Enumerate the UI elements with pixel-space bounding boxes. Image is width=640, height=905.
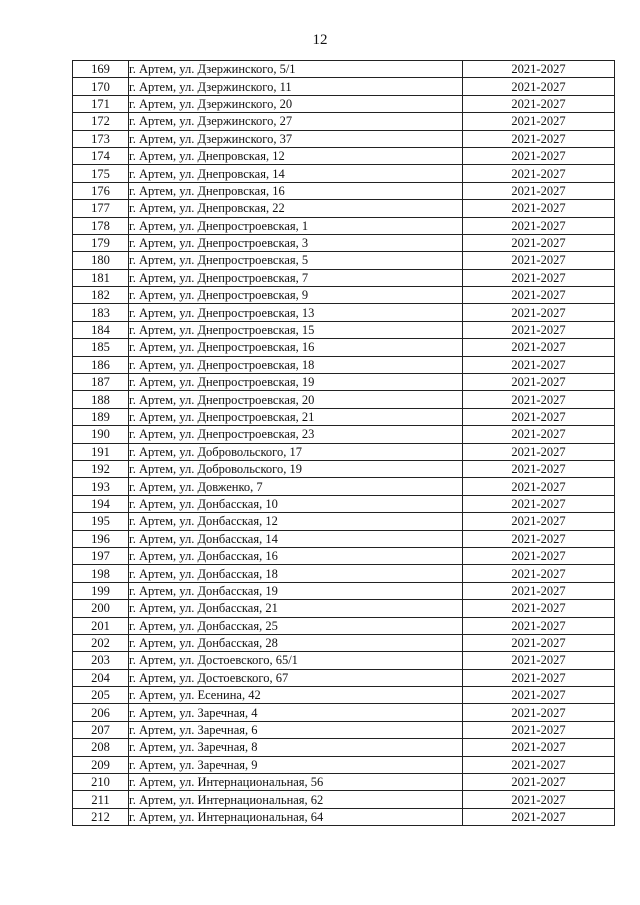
table-row (73, 774, 615, 791)
address-cell: г. Артем, ул. Дзержинского, 20 (129, 95, 463, 112)
period-cell: 2021-2027 (463, 791, 615, 808)
row-number-cell: 182 (73, 287, 129, 304)
period-cell: 2021-2027 (463, 269, 615, 286)
period-cell: 2021-2027 (463, 652, 615, 669)
address-cell: г. Артем, ул. Днепростроевская, 23 (129, 426, 463, 443)
address-cell: г. Артем, ул. Донбасская, 21 (129, 600, 463, 617)
table-row (73, 460, 615, 477)
table-row (73, 652, 615, 669)
row-number-cell: 204 (73, 669, 129, 686)
period-cell: 2021-2027 (463, 513, 615, 530)
row-number-cell: 181 (73, 269, 129, 286)
table-row (73, 113, 615, 130)
address-cell: г. Артем, ул. Днепростроевская, 20 (129, 391, 463, 408)
period-cell: 2021-2027 (463, 808, 615, 825)
table-row (73, 495, 615, 512)
address-cell: г. Артем, ул. Днепровская, 16 (129, 182, 463, 199)
table-row (73, 95, 615, 112)
address-cell: г. Артем, ул. Дзержинского, 11 (129, 78, 463, 95)
address-cell: г. Артем, ул. Заречная, 8 (129, 739, 463, 756)
address-cell: г. Артем, ул. Дзержинского, 37 (129, 130, 463, 147)
table-row (73, 791, 615, 808)
period-cell: 2021-2027 (463, 287, 615, 304)
table-row (73, 704, 615, 721)
table-row (73, 530, 615, 547)
row-number-cell: 183 (73, 304, 129, 321)
address-cell: г. Артем, ул. Днепровская, 14 (129, 165, 463, 182)
address-cell: г. Артем, ул. Добровольского, 19 (129, 460, 463, 477)
table-row (73, 182, 615, 199)
period-cell: 2021-2027 (463, 565, 615, 582)
table-row (73, 234, 615, 251)
row-number-cell: 195 (73, 513, 129, 530)
address-cell: г. Артем, ул. Донбасская, 28 (129, 634, 463, 651)
row-number-cell: 192 (73, 460, 129, 477)
period-cell: 2021-2027 (463, 304, 615, 321)
row-number-cell: 185 (73, 339, 129, 356)
table-row (73, 217, 615, 234)
row-number-cell: 196 (73, 530, 129, 547)
address-cell: г. Артем, ул. Донбасская, 16 (129, 547, 463, 564)
address-cell: г. Артем, ул. Донбасская, 25 (129, 617, 463, 634)
row-number-cell: 188 (73, 391, 129, 408)
row-number-cell: 171 (73, 95, 129, 112)
address-cell: г. Артем, ул. Донбасская, 19 (129, 582, 463, 599)
table-row (73, 617, 615, 634)
address-cell: г. Артем, ул. Днепростроевская, 19 (129, 374, 463, 391)
row-number-cell: 180 (73, 252, 129, 269)
table-row (73, 582, 615, 599)
table-row (73, 600, 615, 617)
table-row (73, 478, 615, 495)
period-cell: 2021-2027 (463, 443, 615, 460)
row-number-cell: 172 (73, 113, 129, 130)
period-cell: 2021-2027 (463, 687, 615, 704)
table-row (73, 130, 615, 147)
address-cell: г. Артем, ул. Днепростроевская, 15 (129, 321, 463, 338)
address-cell: г. Артем, ул. Интернациональная, 64 (129, 808, 463, 825)
period-cell: 2021-2027 (463, 408, 615, 425)
row-number-cell: 208 (73, 739, 129, 756)
row-number-cell: 178 (73, 217, 129, 234)
period-cell: 2021-2027 (463, 756, 615, 773)
housing-register-table (72, 60, 615, 826)
table-row (73, 78, 615, 95)
table-row (73, 374, 615, 391)
table-row (73, 252, 615, 269)
period-cell: 2021-2027 (463, 704, 615, 721)
period-cell: 2021-2027 (463, 426, 615, 443)
row-number-cell: 209 (73, 756, 129, 773)
address-cell: г. Артем, ул. Дзержинского, 27 (129, 113, 463, 130)
address-cell: г. Артем, ул. Заречная, 6 (129, 721, 463, 738)
period-cell: 2021-2027 (463, 460, 615, 477)
row-number-cell: 179 (73, 234, 129, 251)
row-number-cell: 197 (73, 547, 129, 564)
period-cell: 2021-2027 (463, 182, 615, 199)
period-cell: 2021-2027 (463, 217, 615, 234)
table-row (73, 721, 615, 738)
period-cell: 2021-2027 (463, 391, 615, 408)
row-number-cell: 169 (73, 61, 129, 78)
address-cell: г. Артем, ул. Заречная, 9 (129, 756, 463, 773)
period-cell: 2021-2027 (463, 478, 615, 495)
table-row (73, 200, 615, 217)
address-cell: г. Артем, ул. Днепростроевская, 1 (129, 217, 463, 234)
address-cell: г. Артем, ул. Интернациональная, 56 (129, 774, 463, 791)
table-row (73, 547, 615, 564)
table-row (73, 565, 615, 582)
period-cell: 2021-2027 (463, 165, 615, 182)
row-number-cell: 202 (73, 634, 129, 651)
row-number-cell: 174 (73, 147, 129, 164)
row-number-cell: 170 (73, 78, 129, 95)
table-row (73, 634, 615, 651)
period-cell: 2021-2027 (463, 95, 615, 112)
row-number-cell: 191 (73, 443, 129, 460)
address-cell: г. Артем, ул. Днепростроевская, 16 (129, 339, 463, 356)
address-cell: г. Артем, ул. Донбасская, 14 (129, 530, 463, 547)
period-cell: 2021-2027 (463, 495, 615, 512)
period-cell: 2021-2027 (463, 600, 615, 617)
table-row (73, 356, 615, 373)
address-cell: г. Артем, ул. Днепровская, 22 (129, 200, 463, 217)
row-number-cell: 184 (73, 321, 129, 338)
table-row (73, 61, 615, 78)
table-row (73, 808, 615, 825)
period-cell: 2021-2027 (463, 78, 615, 95)
period-cell: 2021-2027 (463, 617, 615, 634)
row-number-cell: 176 (73, 182, 129, 199)
address-cell: г. Артем, ул. Достоевского, 65/1 (129, 652, 463, 669)
period-cell: 2021-2027 (463, 61, 615, 78)
period-cell: 2021-2027 (463, 339, 615, 356)
table-row (73, 408, 615, 425)
row-number-cell: 177 (73, 200, 129, 217)
row-number-cell: 198 (73, 565, 129, 582)
row-number-cell: 187 (73, 374, 129, 391)
table-row (73, 287, 615, 304)
row-number-cell: 199 (73, 582, 129, 599)
period-cell: 2021-2027 (463, 234, 615, 251)
row-number-cell: 193 (73, 478, 129, 495)
period-cell: 2021-2027 (463, 547, 615, 564)
table-row (73, 443, 615, 460)
row-number-cell: 190 (73, 426, 129, 443)
table-row (73, 513, 615, 530)
table-row (73, 391, 615, 408)
period-cell: 2021-2027 (463, 374, 615, 391)
address-cell: г. Артем, ул. Днепростроевская, 9 (129, 287, 463, 304)
period-cell: 2021-2027 (463, 147, 615, 164)
address-cell: г. Артем, ул. Интернациональная, 62 (129, 791, 463, 808)
period-cell: 2021-2027 (463, 582, 615, 599)
period-cell: 2021-2027 (463, 530, 615, 547)
period-cell: 2021-2027 (463, 321, 615, 338)
row-number-cell: 207 (73, 721, 129, 738)
address-cell: г. Артем, ул. Есенина, 42 (129, 687, 463, 704)
address-cell: г. Артем, ул. Днепростроевская, 18 (129, 356, 463, 373)
period-cell: 2021-2027 (463, 739, 615, 756)
table-row (73, 669, 615, 686)
address-cell: г. Артем, ул. Дзержинского, 5/1 (129, 61, 463, 78)
address-cell: г. Артем, ул. Днепростроевская, 13 (129, 304, 463, 321)
address-cell: г. Артем, ул. Достоевского, 67 (129, 669, 463, 686)
period-cell: 2021-2027 (463, 634, 615, 651)
table-row (73, 426, 615, 443)
table-row (73, 756, 615, 773)
row-number-cell: 186 (73, 356, 129, 373)
period-cell: 2021-2027 (463, 113, 615, 130)
row-number-cell: 194 (73, 495, 129, 512)
row-number-cell: 211 (73, 791, 129, 808)
row-number-cell: 173 (73, 130, 129, 147)
address-cell: г. Артем, ул. Днепростроевская, 7 (129, 269, 463, 286)
period-cell: 2021-2027 (463, 721, 615, 738)
address-cell: г. Артем, ул. Довженко, 7 (129, 478, 463, 495)
row-number-cell: 205 (73, 687, 129, 704)
row-number-cell: 206 (73, 704, 129, 721)
address-cell: г. Артем, ул. Днепростроевская, 21 (129, 408, 463, 425)
period-cell: 2021-2027 (463, 669, 615, 686)
table-row (73, 147, 615, 164)
table-row (73, 269, 615, 286)
address-cell: г. Артем, ул. Донбасская, 18 (129, 565, 463, 582)
table-row (73, 321, 615, 338)
row-number-cell: 175 (73, 165, 129, 182)
row-number-cell: 203 (73, 652, 129, 669)
period-cell: 2021-2027 (463, 130, 615, 147)
table-row (73, 304, 615, 321)
address-cell: г. Артем, ул. Добровольского, 17 (129, 443, 463, 460)
period-cell: 2021-2027 (463, 356, 615, 373)
row-number-cell: 200 (73, 600, 129, 617)
address-cell: г. Артем, ул. Днепровская, 12 (129, 147, 463, 164)
row-number-cell: 189 (73, 408, 129, 425)
period-cell: 2021-2027 (463, 200, 615, 217)
row-number-cell: 212 (73, 808, 129, 825)
row-number-cell: 201 (73, 617, 129, 634)
address-cell: г. Артем, ул. Донбасская, 12 (129, 513, 463, 530)
address-cell: г. Артем, ул. Заречная, 4 (129, 704, 463, 721)
address-cell: г. Артем, ул. Днепростроевская, 3 (129, 234, 463, 251)
table-body (73, 61, 615, 826)
page-number: 12 (312, 32, 328, 48)
period-cell: 2021-2027 (463, 252, 615, 269)
address-cell: г. Артем, ул. Днепростроевская, 5 (129, 252, 463, 269)
table-row (73, 739, 615, 756)
table-row (73, 339, 615, 356)
row-number-cell: 210 (73, 774, 129, 791)
table-row (73, 687, 615, 704)
table-row (73, 165, 615, 182)
period-cell: 2021-2027 (463, 774, 615, 791)
address-cell: г. Артем, ул. Донбасская, 10 (129, 495, 463, 512)
